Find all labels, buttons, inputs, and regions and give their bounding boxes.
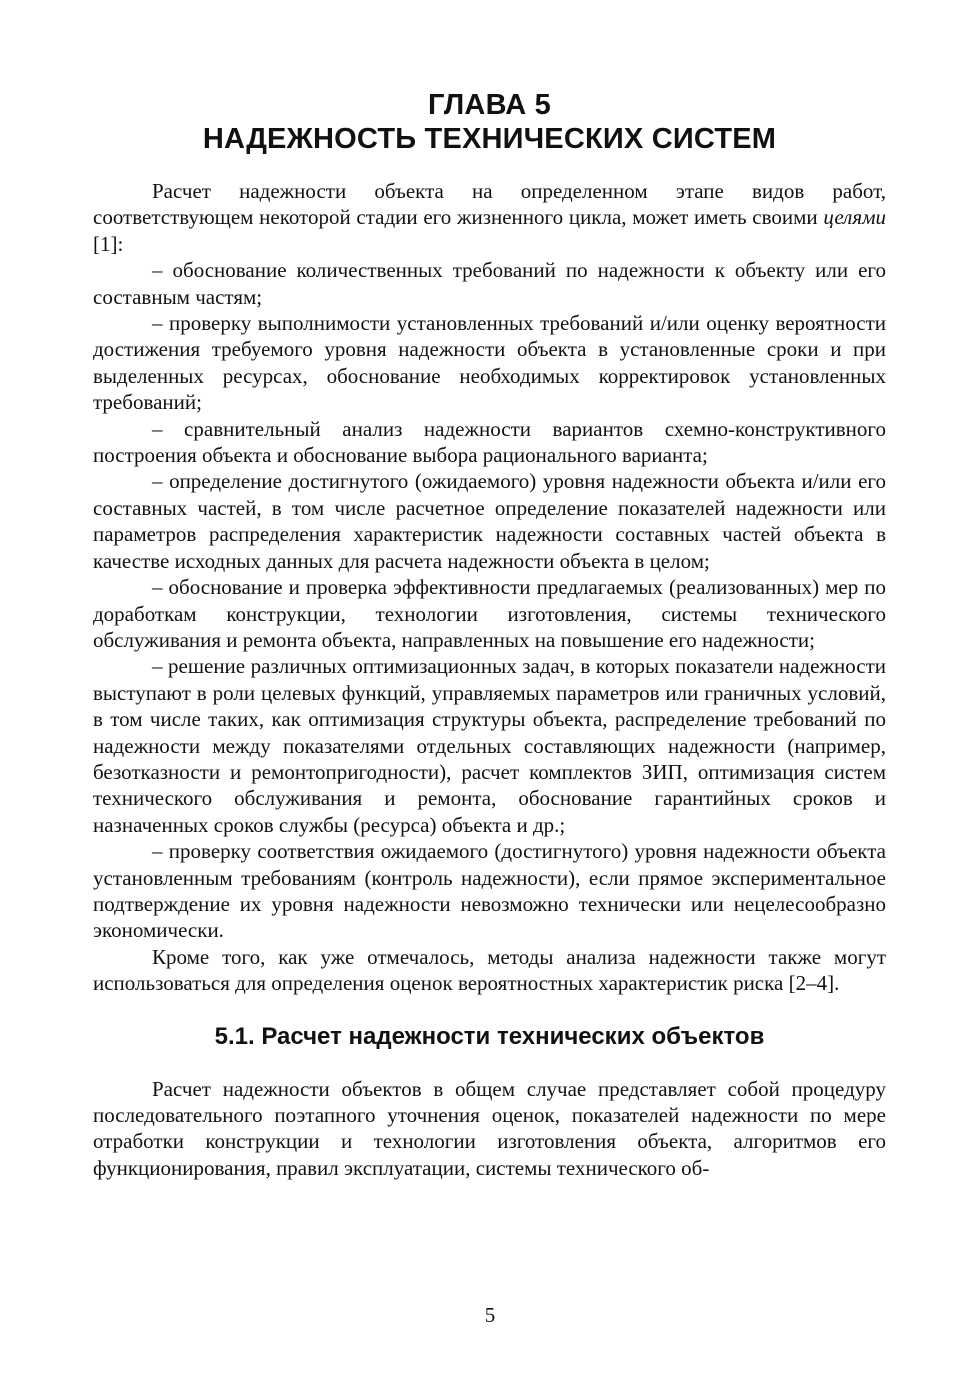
emphasis-goals: целями <box>823 205 886 230</box>
closing-paragraph: Кроме того, как уже отмечалось, методы анализа надежности также могут использоваться для определения оценок вероятностных характеристик риска [2–4]. <box>93 944 886 996</box>
page-number: 5 <box>484 1303 496 1327</box>
section-paragraph: Расчет надежности объектов в общем случае представляет собой процедуру последовательного поэтапного уточнения оценок, показателей надежности по мере отработки конструкции и технологии изготовления объекта, алгоритмов его функционирования, правил эксплуатации, системы технического об- <box>93 1076 886 1180</box>
list-item: – определение достигнутого (ожидаемого) уровня надежности объекта и/или его составных частей, в том числе расчетное определение показателей надежности или параметров распределения характеристик надежности составных частей объекта в качестве исходных данных для расчета надежности объекта в целом; <box>93 469 886 573</box>
list-item: – обоснование количественных требований по надежности к объекту или его составным частям; <box>93 258 886 309</box>
list-item: – сравнительный анализ надежности вариантов схемно-конструктивного построения объекта и обоснование выбора рационального варианта; <box>93 416 886 468</box>
chapter-title <box>93 88 886 156</box>
list-item: – проверку соответствия ожидаемого (достигнутого) уровня надежности объекта установленным требованиям (контроль надежности), если прямое экспериментальное подтверждение их уровня надежности невозможно технически или нецелесообразно экономически. <box>93 839 886 943</box>
chapter-name: НАДЕЖНОСТЬ ТЕХНИЧЕСКИХ СИСТЕМ <box>202 123 777 155</box>
section-body <box>93 1076 886 1182</box>
list-item: – обоснование и проверка эффективности предлагаемых (реализованных) мер по доработкам конструкции, технологии изготовления, системы технического обслуживания и ремонта объекта, направленных на повышение его надежности; <box>93 575 886 652</box>
chapter-number: ГЛАВА 5 <box>427 89 552 121</box>
chapter-body <box>93 178 886 997</box>
list-item: – решение различных оптимизационных задач, в которых показатели надежности выступают в роли целевых функций, управляемых параметров или граничных условий, в том числе таких, как оптимизация структуры объекта, распределение требований по надежности между показателями отдельных составляющих надежности (например, безотказности и ремонтопригодности), расчет комплектов ЗИП, оптимизация систем технического обслуживания и ремонта, обоснование гарантийных сроков и назначенных сроков службы (ресурса) объекта и др.; <box>93 654 886 837</box>
list-item: – проверку выполнимости установленных требований и/или оценку вероятности достижения требуемого уровня надежности объекта в установленные сроки и при выделенных ресурсах, обоснование необходимых корректировок установленных требований; <box>93 311 886 415</box>
intro-paragraph: Расчет надежности объекта на определенном этапе видов работ, соответствующем некоторой стадии его жизненного цикла, может иметь своими целями [1]: <box>93 179 886 256</box>
section-title: 5.1. Расчет надежности технических объектов <box>214 1022 765 1050</box>
page-content <box>93 88 886 1181</box>
